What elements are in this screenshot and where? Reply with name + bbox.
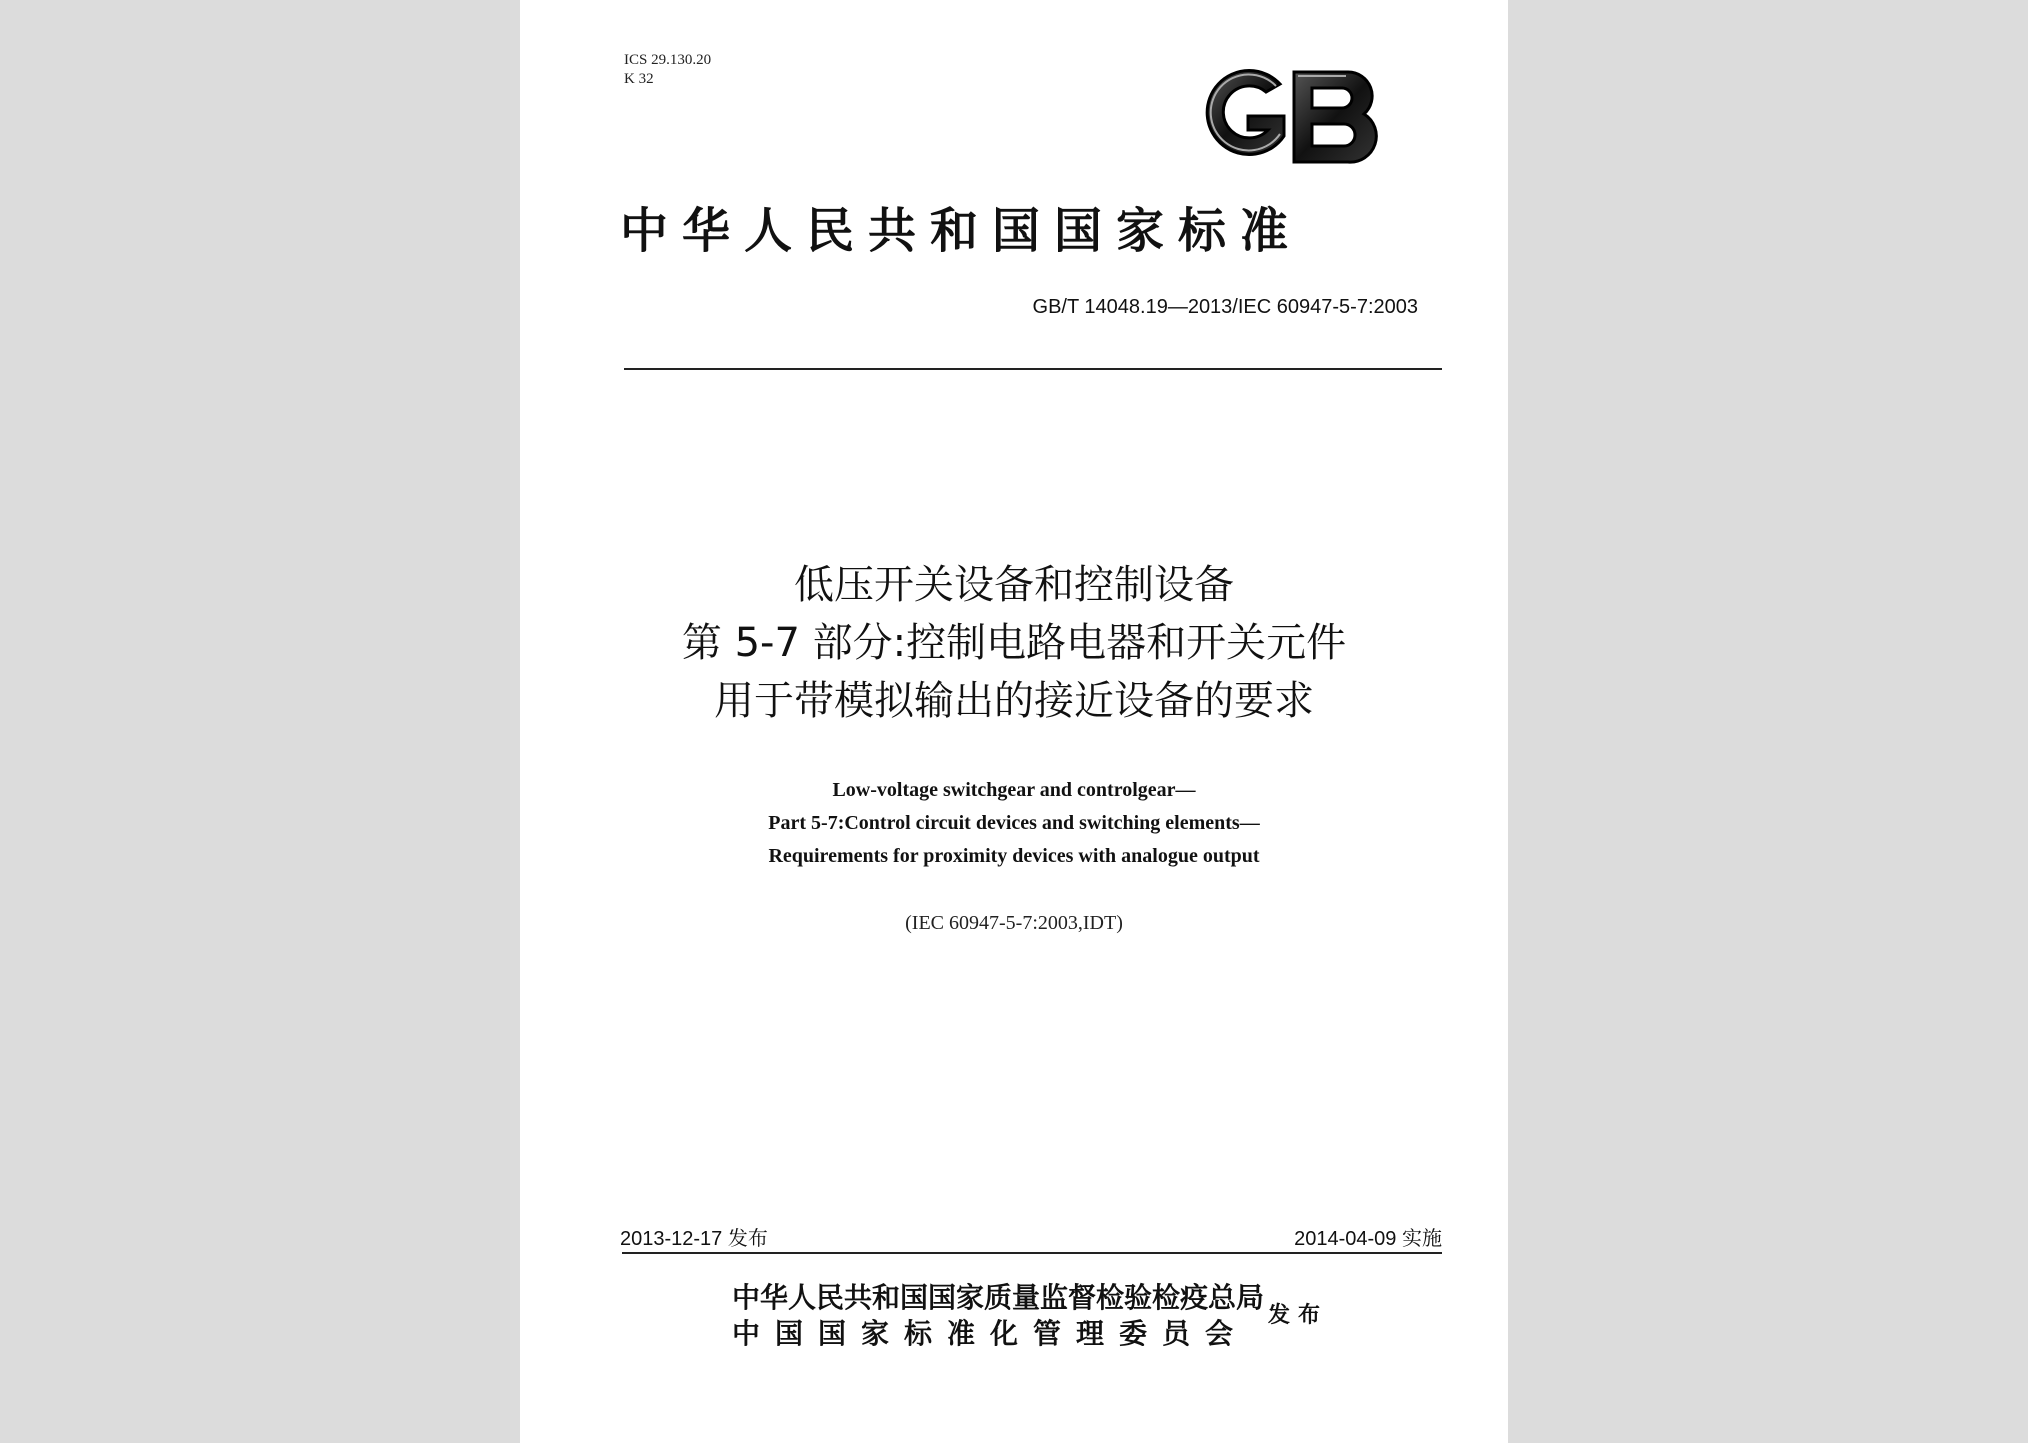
header-divider bbox=[624, 368, 1442, 370]
english-title-line: Part 5-7:Control circuit devices and switching elements— bbox=[768, 812, 1260, 834]
chinese-title-line: 用于带模拟输出的接近设备的要求 bbox=[714, 678, 1314, 724]
equivalence-note: (IEC 60947-5-7:2003,IDT) bbox=[905, 912, 1123, 934]
gb-logo bbox=[1188, 62, 1388, 172]
english-title-line: Low-voltage switchgear and controlgear— bbox=[832, 779, 1196, 801]
chinese-title-line: 第 5-7 部分:控制电路电器和开关元件 bbox=[681, 620, 1347, 666]
english-title bbox=[520, 774, 1508, 873]
ccs-code: K 32 bbox=[624, 71, 654, 87]
document-page bbox=[520, 0, 1508, 1443]
publish-label: 发布 bbox=[1268, 1302, 1329, 1328]
standard-type-title: 中华人民共和国国家标准 bbox=[620, 203, 1303, 259]
publishers bbox=[732, 1280, 1264, 1352]
publisher-name: 中国国家标准化管理委员会 bbox=[732, 1317, 1249, 1350]
issue-date: 2013-12-17 发布 bbox=[620, 1228, 768, 1250]
ics-code: ICS 29.130.20 bbox=[624, 52, 712, 68]
implementation-date: 2014-04-09 实施 bbox=[1294, 1228, 1442, 1250]
chinese-title bbox=[520, 556, 1508, 730]
chinese-title-line: 低压开关设备和控制设备 bbox=[794, 562, 1234, 608]
footer-divider bbox=[622, 1252, 1442, 1254]
publisher-name: 中华人民共和国国家质量监督检验检疫总局 bbox=[732, 1281, 1265, 1314]
english-title-line: Requirements for proximity devices with analogue output bbox=[768, 845, 1260, 867]
classification-codes bbox=[624, 51, 711, 89]
standard-number: GB/T 14048.19—2013/IEC 60947-5-7:2003 bbox=[1032, 296, 1418, 318]
